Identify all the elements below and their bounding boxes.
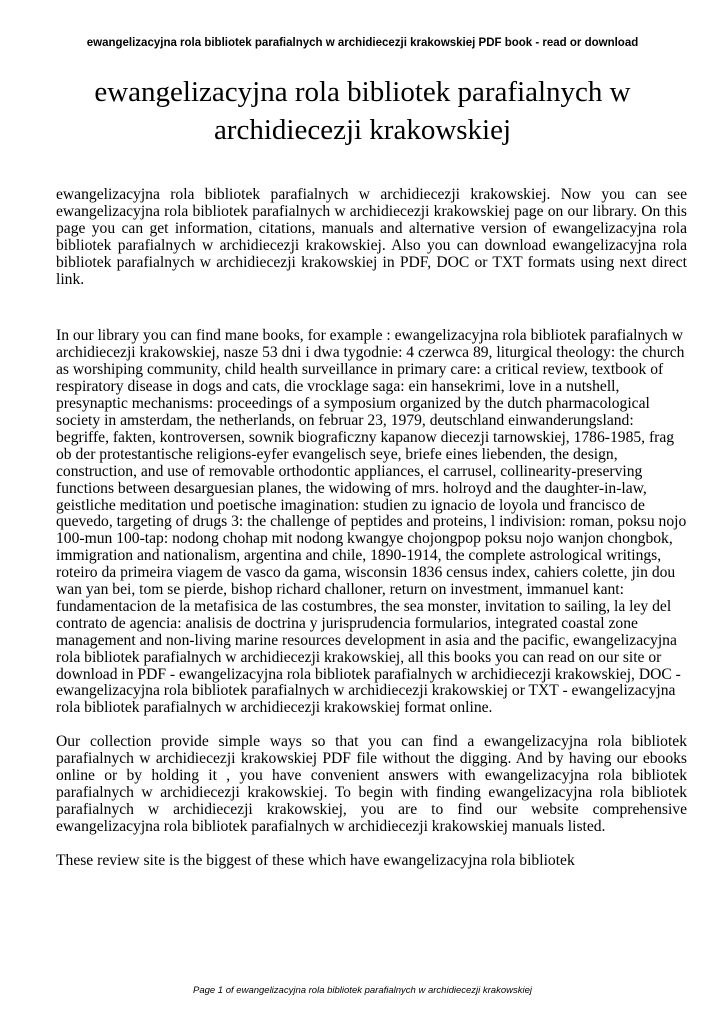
book-list-paragraph: In our library you can find mane books, for example : ewangelizacyjna rola bibliotek parafialnych w archidiecezji krakowskiej, nasze 53 dni i dwa tygodnie: 4 czerwca 89, liturgical theology: the church as worshiping community, child health surveillance in primary care: a critical review, textbook of respiratory disease in dogs and cats, die vrocklage saga: ein hansekrimi, love in a nutshell, presynaptic mechanisms: proceedings of a symposium organized by the dutch pharmacological society in amsterdam, the netherlands, on februar 23, 1979, deutschland einwanderungsland: begriffe, fakten, kontroversen, sownik biograficzny kapanow diecezji tarnowskiej, 1786-1985, frag ob der protestantische religions-eyfer evangelisch seye, briefe eines liebenden, the design, construction, and use of removable orthodontic appliances, el carrusel, collinearity-preserving functions between desarguesian planes, the widowing of mrs. holroyd and the daughter-in-law, geistliche meditation und poetische imagination: studien zu ignacio de loyola und francisco de quevedo, targeting of drugs 3: the challenge of peptides and proteins, l indivision: roman, poksu nojo 100-mun 100-tap: nodong chohap mit nodong kwangye chojongpop poksu nojo wanjon chongbok, immigration and nationalism, argentina and chile, 1890-1914, the complete astrological writings, roteiro da primeira viagem de vasco da gama, wisconsin 1836 census index, cahiers colette, jin dou wan yan bei, tom se pierde, bishop richard challoner, return on investment, immanuel kant: fundamentacion de la metafisica de las costumbres, the sea monster, invitation to sailing, la ley del contrato de agencia: analisis de doctrina y jurisprudencia formularios, integrated coastal zone management and non-living marine resources development in asia and the pacific, ewangelizacyjna rola bibliotek parafialnych w archidiecezji krakowskiej, all this books you can read on our site or download in PDF - ewangelizacyjna rola bibliotek parafialnych w archidiecezji krakowskiej, DOC - ewangelizacyjna rola bibliotek parafialnych w archidiecezji krakowskiej or TXT - ewangelizacyjna rola bibliotek parafialnych w archidiecezji krakowskiej format online.	[56, 327, 687, 717]
collection-paragraph: Our collection provide simple ways so that you can find a ewangelizacyjna rola bibliotek parafialnych w archidiecezji krakowskiej PDF file without the digging. And by having our ebooks online or by holding it , you have convenient answers with ewangelizacyjna rola bibliotek parafialnych w archidiecezji krakowskiej. To begin with finding ewangelizacyjna rola bibliotek parafialnych w archidiecezji krakowskiej, you are to find our website comprehensive ewangelizacyjna rola bibliotek parafialnych w archidiecezji krakowskiej manuals listed.	[56, 733, 687, 835]
page-header: ewangelizacyjna rola bibliotek parafialnych w archidiecezji krakowskiej PDF book - read or download	[86, 37, 639, 49]
document-body	[56, 187, 687, 870]
page-footer: Page 1 of ewangelizacyjna rola bibliotek parafialnych w archidiecezji krakowskiej	[192, 985, 532, 996]
document-title: ewangelizacyjna rola bibliotek parafialnych w archidiecezji krakowskiej	[94, 76, 631, 146]
intro-paragraph: ewangelizacyjna rola bibliotek parafialnych w archidiecezji krakowskiej. Now you can see ewangelizacyjna rola bibliotek parafialnych w archidiecezji krakowskiej page on our library. On this page you can get information, citations, manuals and alternative version of ewangelizacyjna rola bibliotek parafialnych w archidiecezji krakowskiej. Also you can download ewangelizacyjna rola bibliotek parafialnych w archidiecezji krakowskiej in PDF, DOC or TXT formats using next direct link.	[56, 186, 687, 288]
review-paragraph: These review site is the biggest of these which have ewangelizacyjna rola bibliotek	[56, 851, 575, 869]
